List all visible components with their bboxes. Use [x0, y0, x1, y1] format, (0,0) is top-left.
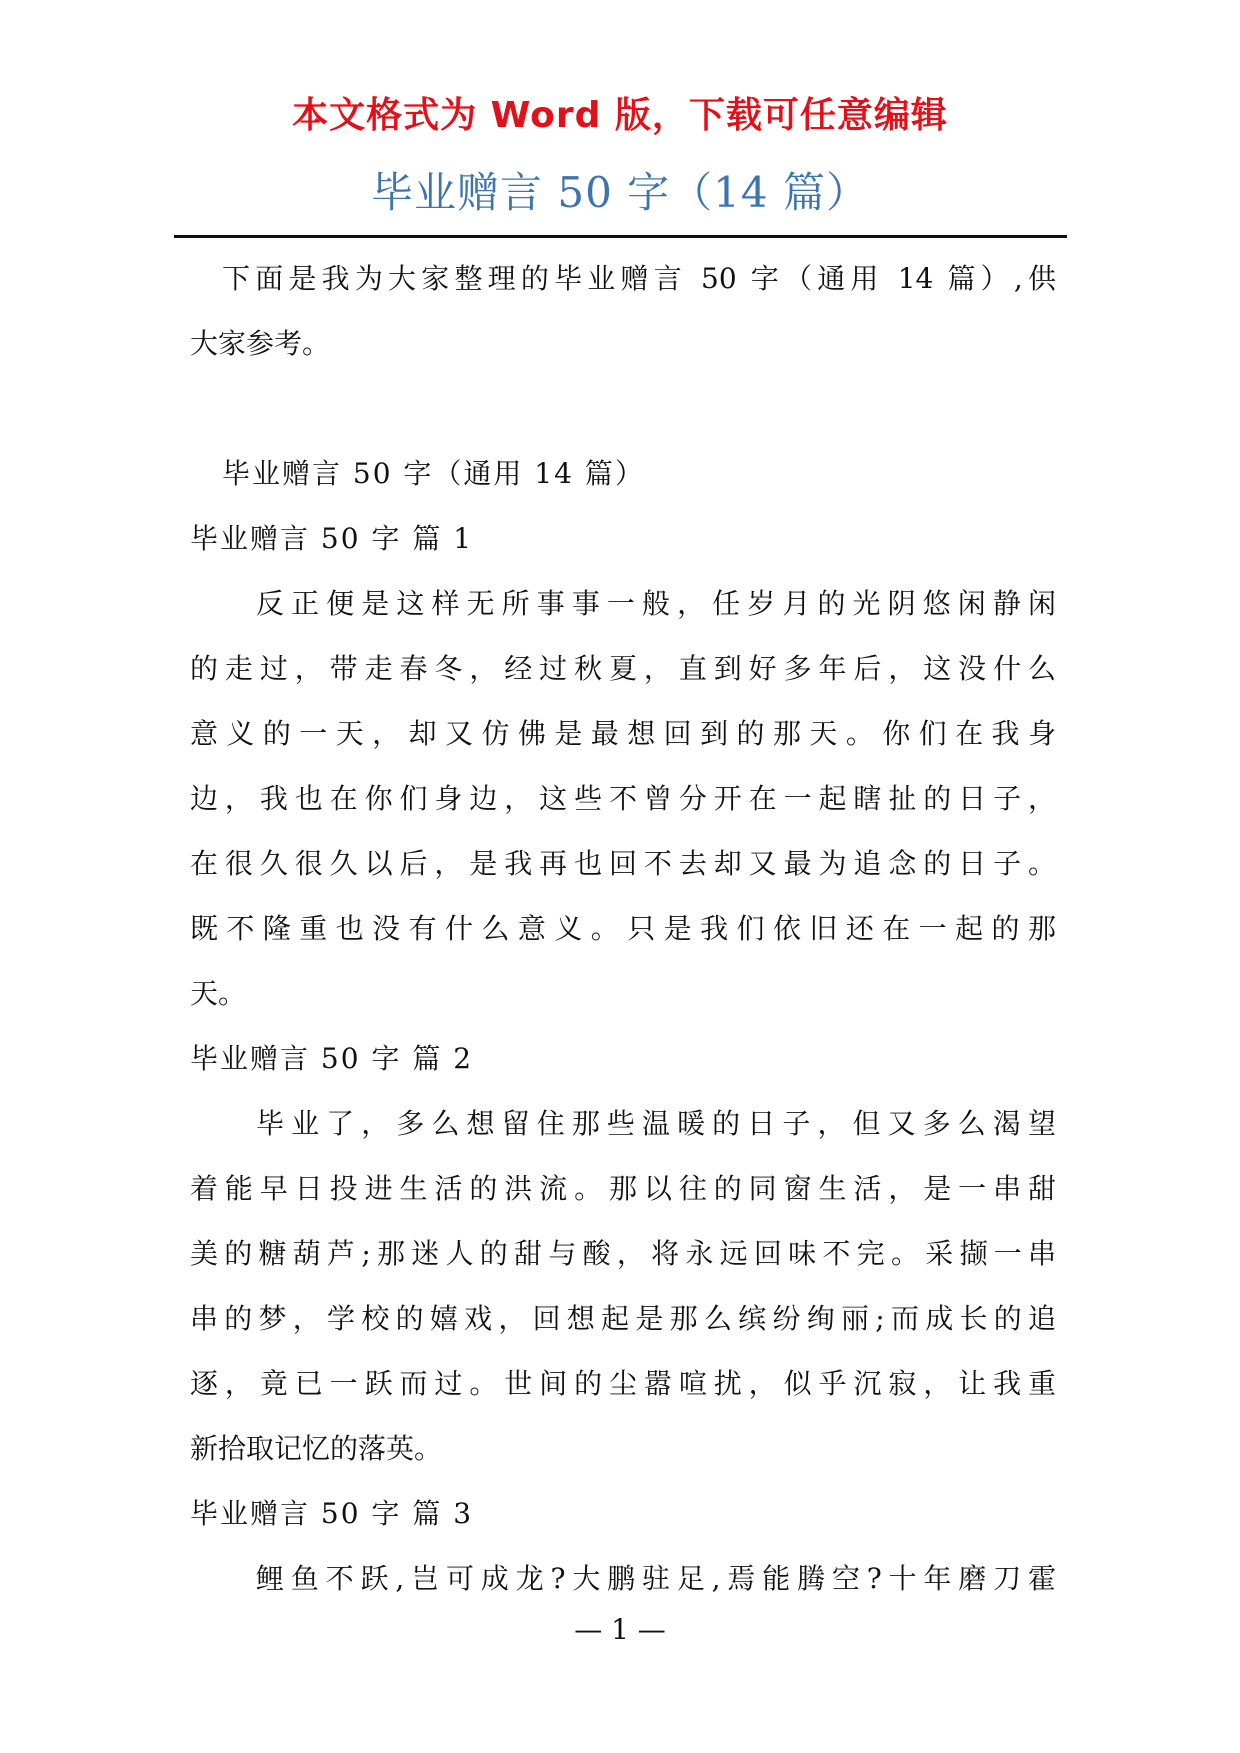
paragraph-line: 鲤鱼不跃,岂可成龙?大鹏驻足,焉能腾空?十年磨刀霍 — [256, 1562, 1056, 1595]
paragraph-line: 反正便是这样无所事事一般，任岁月的光阴悠闲静闲 — [256, 587, 1056, 620]
paragraph-line: 既不隆重也没有什么意义。只是我们依旧还在一起的那 — [190, 912, 1056, 945]
word-format-banner: 本文格式为 Word 版，下载可任意编辑 — [292, 95, 948, 136]
paragraph-line: 着能早日投进生活的洪流。那以往的同窗生活，是一串甜 — [190, 1172, 1056, 1205]
section-heading: 毕业赠言 50 字 篇 2 — [190, 1042, 474, 1075]
paragraph-line: 在很久很久以后，是我再也回不去却又最为追念的日子。 — [190, 847, 1056, 880]
paragraph-line: 边，我也在你们身边，这些不曾分开在一起瞎扯的日子， — [190, 782, 1056, 815]
paragraph-line: 意义的一天，却又仿佛是最想回到的那天。你们在我身 — [190, 717, 1056, 750]
paragraph-line: 的走过，带走春冬，经过秋夏，直到好多年后，这没什么 — [190, 652, 1056, 685]
intro-line: 大家参考。 — [190, 327, 331, 360]
intro-line: 下面是我为大家整理的毕业赠言 50 字（通用 14 篇）,供 — [222, 262, 1056, 295]
document-body — [190, 246, 1056, 1611]
subtitle: 毕业赠言 50 字（通用 14 篇） — [222, 457, 645, 490]
paragraph-line: 逐，竟已一跃而过。世间的尘嚣喧扰，似乎沉寂，让我重 — [190, 1367, 1056, 1400]
paragraph-line: 天。 — [190, 977, 247, 1010]
paragraph-line: 毕业了，多么想留住那些温暖的日子，但又多么渴望 — [256, 1107, 1056, 1140]
section-heading: 毕业赠言 50 字 篇 3 — [190, 1497, 474, 1530]
blank-line — [190, 376, 1056, 441]
paragraph-line: 串的梦，学校的嬉戏，回想起是那么缤纷绚丽;而成长的追 — [190, 1302, 1056, 1335]
paragraph-line: 新拾取记忆的落英。 — [190, 1432, 443, 1465]
document-title: 毕业赠言 50 字（14 篇） — [371, 168, 869, 217]
section-heading: 毕业赠言 50 字 篇 1 — [190, 522, 474, 555]
title-divider — [174, 235, 1067, 238]
page-number: — 1 — — [574, 1613, 666, 1646]
paragraph-line: 美的糖葫芦;那迷人的甜与酸，将永远回味不完。采撷一串 — [190, 1237, 1056, 1270]
